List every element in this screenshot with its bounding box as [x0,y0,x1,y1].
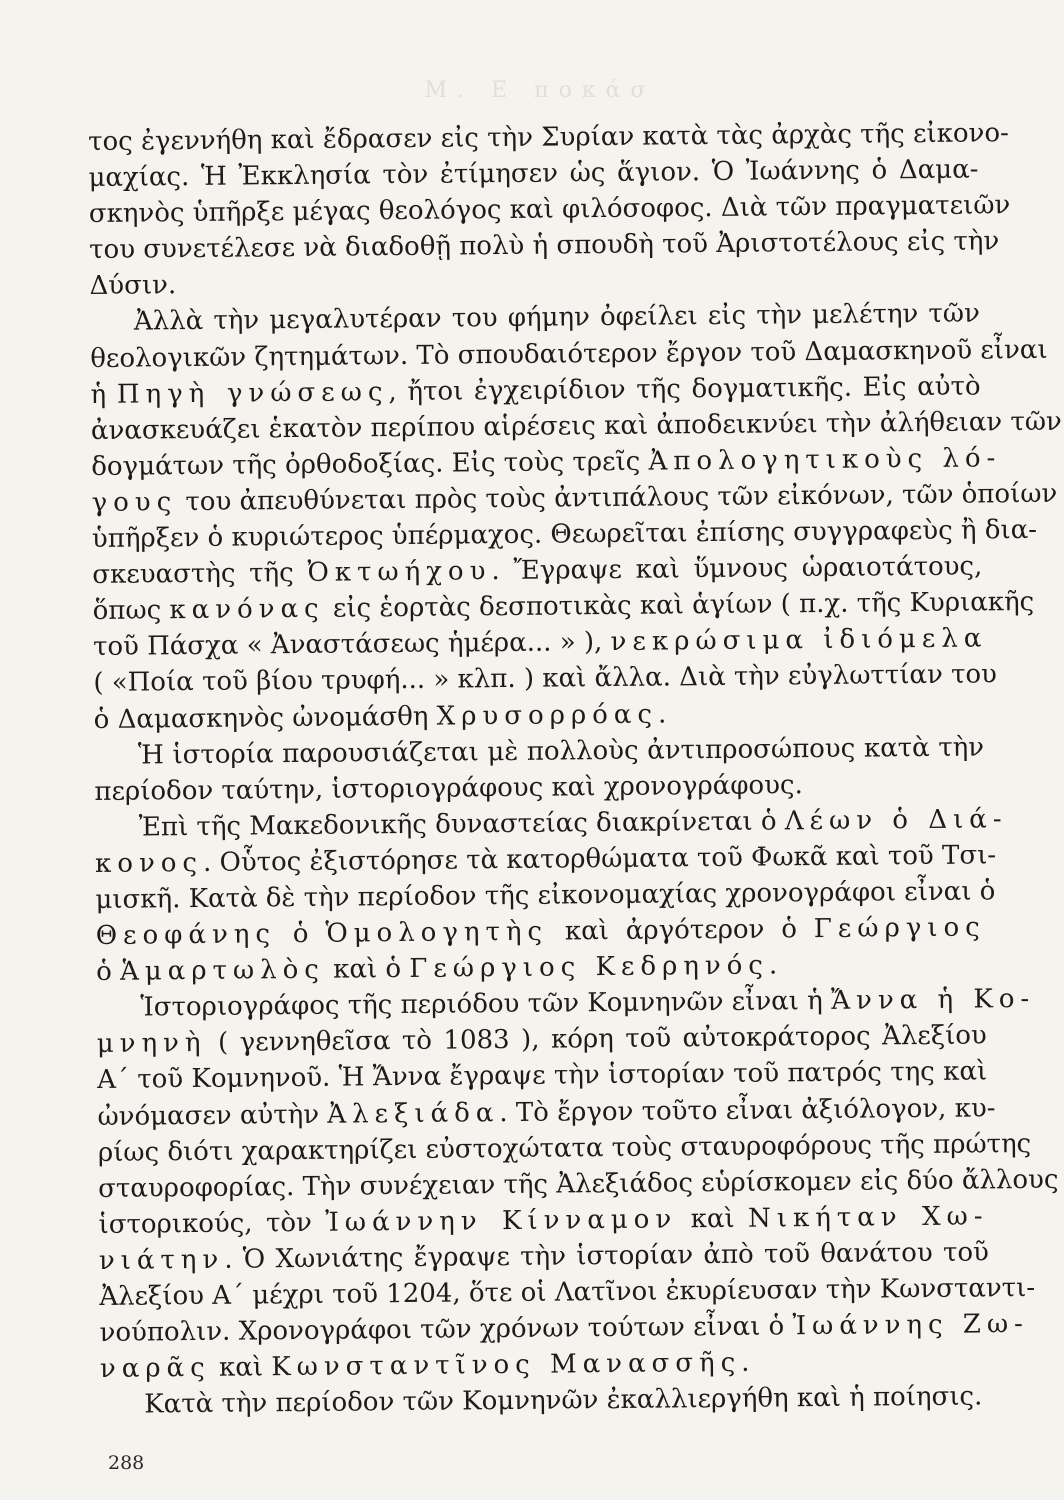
spaced-name: Ἀπολογητικοὺς λό- [648,443,1002,477]
spaced-name: νεκρώσιμα ἰδιόμελα [610,623,988,658]
body-text [88,115,1062,1423]
text-run: περίοδον ταύτην, ἱστοριογράφους καὶ χρονογράφους. [94,769,803,807]
text-run: ὁ Δαμασκηνὸς ὠνομάσθη [93,701,437,735]
text-run: ὠνόμασεν αὐτὴν [97,1099,328,1132]
text-run: ἀνασκευάζει ἑκατὸν περίπου αἱρέσεις καὶ ἀποδεικνύει τὴν ἀλήθειαν τῶν [90,406,1062,446]
text-run: ρίως διότι χαρακτηρίζει εὐστοχώτατα τοὺς σταυροφόρους τῆς πρώτης [97,1128,1032,1168]
spaced-name: νιάτην [98,1244,225,1276]
text-run: σκευαστὴς τῆς [92,558,308,591]
text-run: τοῦ Πάσχα « Ἀναστάσεως ἡμέρα... » ), [92,627,611,663]
text-run: Ἀλεξίου Α΄ μέχρι τοῦ 1204, ὅτε οἱ Λατῖνοι ἐκυρίευσαν τὴν Κωνσταντι- [99,1272,1036,1312]
text-run: ( γεννηθεῖσα τὸ 1083 ), κόρη τοῦ αὐτοκράτορος Ἀλεξίου [206,1020,987,1059]
spaced-name: Ἰωάννην Κίνναμον [325,1204,678,1238]
spaced-name: Χρυσορρόας [436,699,659,732]
text-run: ( «Ποία τοῦ βίου τρυφή... » κλπ. ) καὶ ἄλλα. Διὰ τὴν εὐγλωττίαν του [93,659,998,699]
spaced-name: κονος [94,847,204,879]
text-run: Ἐπὶ τῆς Μακεδονικῆς δυναστείας διακρίνεται ὁ [138,806,785,843]
text-run: . Ἔγραψε καὶ ὕμνους ὡραιοτάτους, [491,551,983,587]
text-run: θεολογικῶν ζητημάτων. Τὸ σπουδαιότερον ἔργον τοῦ Δαμασκηνοῦ εἶναι [90,334,1048,374]
spaced-name: γους [91,487,178,518]
text-run: μαχίας. Ἡ Ἐκκλησία τὸν ἐτίμησεν ὡς ἅγιον. Ὁ Ἰωάννης ὁ Δαμα- [88,154,979,194]
text-run: μισκῆ. Κατὰ δὲ τὴν περίοδον τῆς εἰκονομαχίας χρονογράφοι εἶναι ὁ [95,876,996,915]
text-run: καὶ [210,1352,272,1384]
text-run: Ἡ ἱστορία παρουσιάζεται μὲ πολλοὺς ἀντιπροσώπους κατὰ τὴν [137,732,985,771]
spaced-name: Ὀκτωήχου [307,556,492,589]
text-run: τος ἐγεννήθη καὶ ἔδρασεν εἰς τὴν Συρίαν κατὰ τὰς ἀρχὰς τῆς εἰκονο- [88,118,1009,157]
text-run: ὑπῆρξεν ὁ κυριώτερος ὑπέρμαχος. Θεωρεῖται ἐπίσης συγγραφεὺς ἢ δια- [91,514,1038,555]
text-run: του ἀπευθύνεται πρὸς τοὺς ἀντιπάλους τῶν εἰκόνων, τῶν ὁποίων [177,478,1058,518]
spaced-name: Κωνσταντῖνος Μανασσῆς [271,1347,742,1383]
text-run: Ἱστοριογράφος τῆς περιόδου τῶν Κομνηνῶν εἶναι ἡ [140,986,832,1023]
text-run: ἱστορικούς, τὸν [98,1207,326,1240]
text-run: . Οὗτος ἐξιστόρησε τὰ κατορθώματα τοῦ Φωκᾶ καὶ τοῦ Τσι- [202,840,997,878]
text-run: ἡ [90,379,118,410]
bleed-through-running-head: Μ. Ε ποκάσ [424,78,656,103]
spaced-name: Ἄννα ἡ Κο- [830,984,1036,1017]
spaced-name: Γεώργιος Κεδρηνός [409,950,770,985]
spaced-name: ναρᾶς [99,1353,211,1385]
text-run: ὁ [95,956,121,988]
text-run: καὶ ἀργότερον ὁ [547,914,814,947]
spaced-name: μνηνὴ [96,1028,207,1060]
spaced-name: Γεώργιος [813,912,986,945]
text-run: . [657,698,667,730]
text-run: . [768,950,778,981]
text-run: Ἀλλὰ τὴν μεγαλυτέραν του φήμην ὀφείλει εἰς τὴν μελέτην τῶν [133,298,981,338]
text-run: σταυροφορίας. Τὴν συνέχειαν τῆς Ἀλεξιάδος εὑρίσκομεν εἰς δύο ἄλλους [98,1164,1059,1204]
text-run: . [741,1347,750,1378]
text-run: . Τὸ ἔργον τοῦτο εἶναι ἀξιόλογον, κυ- [499,1092,996,1128]
text-run: , ἤτοι ἐγχειρίδιον τῆς δογματικῆς. Εἰς αὐτὸ [388,371,981,407]
text-run: καὶ [677,1203,749,1235]
page-number: 288 [108,1452,145,1474]
spaced-name: Ἰωάννης Ζω- [792,1309,1030,1342]
spaced-name: Ὁμολογητὴς [325,916,549,949]
spaced-name: Λέων ὁ Διά- [784,803,1008,837]
text-run: νούπολιν. Χρονογράφοι τῶν χρόνων τούτων εἶναι ὁ [99,1311,793,1349]
text-run: ὅπως [92,595,170,627]
spaced-name: Νικήταν Χω- [747,1201,989,1234]
text-run: δογμάτων τῆς ὀρθοδοξίας. Εἰς τοὺς τρεῖς [91,446,649,482]
spaced-name: Ἀλεξιάδα [327,1097,500,1130]
spaced-name: Πηγὴ γνώσεως [116,376,389,410]
text-run: ὁ [275,918,326,950]
text-run: . Ὁ Χωνιάτης ἔγραψε τὴν ἱστορίαν ἀπὸ τοῦ θανάτου τοῦ [224,1237,990,1275]
paragraph-start-line [100,1379,990,1424]
spaced-name: Θεοφάνης [95,919,277,952]
text-run: του συνετέλεσε νὰ διαδοθῇ πολὺ ἡ σπουδὴ τοῦ Ἀριστοτέλους εἰς τὴν [89,226,1000,266]
text-run: σκηνὸς ὑπῆρξε μέγας θεολόγος καὶ φιλόσοφος. Διὰ τῶν πραγματειῶν [88,190,1011,230]
text-run: Κατὰ τὴν περίοδον τῶν Κομνηνῶν ἐκαλλιεργήθη καὶ ἡ ποίησις. [144,1381,983,1420]
text-run: εἰς ἑορτὰς δεσποτικὰς καὶ ἁγίων ( π.χ. τῆς Κυριακῆς [324,587,1035,624]
spaced-name: κανόνας [169,593,325,626]
text-run: Δύσιν. [89,270,177,302]
text-run: Α΄ τοῦ Κομνηνοῦ. Ἡ Ἄννα ἔγραψε τὴν ἱστορίαν τοῦ πατρός της καὶ [97,1056,988,1096]
spaced-name: Ἁμαρτωλὸς [119,954,325,987]
text-run: καὶ ὁ [324,954,410,985]
